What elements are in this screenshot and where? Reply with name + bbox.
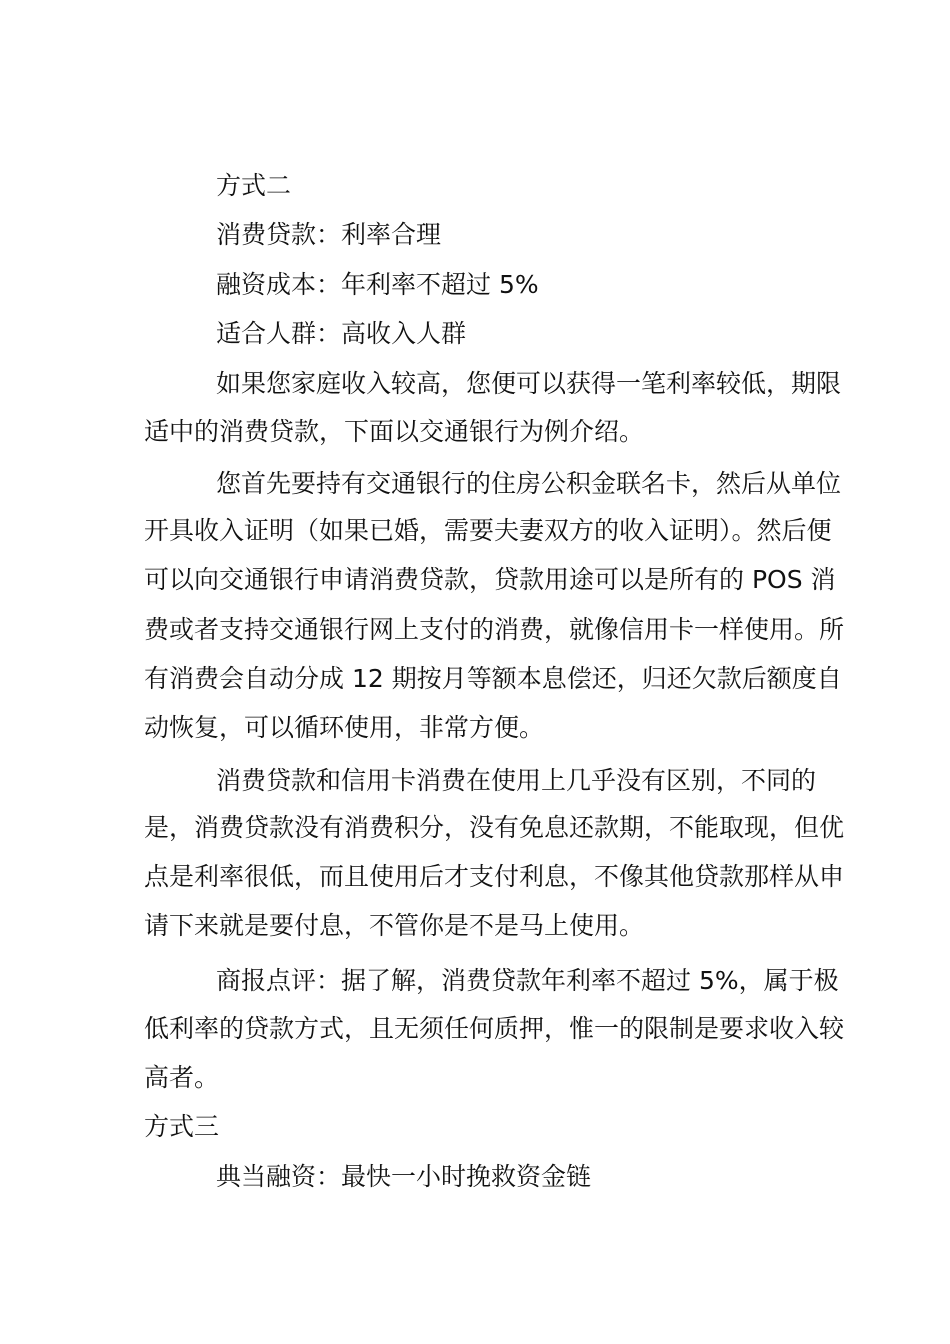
paragraph-line: 您首先要持有交通银行的住房公积金联名卡，然后从单位	[216, 469, 842, 498]
paragraph-line: 费或者支持交通银行网上支付的消费，就像信用卡一样使用。所	[144, 615, 845, 644]
loan-type-line: 消费贷款：利率合理	[216, 220, 442, 249]
paragraph-line: 适中的消费贷款，下面以交通银行为例介绍。	[144, 417, 645, 446]
paragraph-line: 是，消费贷款没有消费积分，没有免息还款期，不能取现，但优	[144, 813, 845, 842]
paragraph-line: 请下来就是要付息，不管你是不是马上使用。	[144, 911, 645, 940]
paragraph-line: 开具收入证明（如果已婚，需要夫妻双方的收入证明）。然后便	[144, 516, 832, 545]
section-heading-method-three: 方式三	[144, 1112, 220, 1141]
paragraph-line: 点是利率很低，而且使用后才支付利息，不像其他贷款那样从申	[144, 862, 845, 891]
paragraph-line: 消费贷款和信用卡消费在使用上几乎没有区别，不同的	[216, 766, 817, 795]
target-group-line: 适合人群：高收入人群	[216, 319, 467, 348]
paragraph-line: 动恢复，可以循环使用，非常方便。	[144, 713, 545, 742]
paragraph-line: 低利率的贷款方式，且无须任何质押，惟一的限制是要求收入较	[144, 1014, 845, 1043]
paragraph-line: 如果您家庭收入较高，您便可以获得一笔利率较低，期限	[216, 369, 842, 398]
financing-cost-line: 融资成本：年利率不超过 5%	[216, 270, 539, 299]
paragraph-line: 有消费会自动分成 12 期按月等额本息偿还，归还欠款后额度自	[144, 664, 842, 693]
paragraph-line: 商报点评：据了解，消费贷款年利率不超过 5%，属于极	[216, 966, 839, 995]
section-heading-method-two: 方式二	[216, 171, 292, 200]
paragraph-line: 高者。	[144, 1063, 220, 1092]
paragraph-line: 可以向交通银行申请消费贷款，贷款用途可以是所有的 POS 消	[144, 565, 836, 594]
pawn-financing-line: 典当融资：最快一小时挽救资金链	[216, 1162, 592, 1191]
